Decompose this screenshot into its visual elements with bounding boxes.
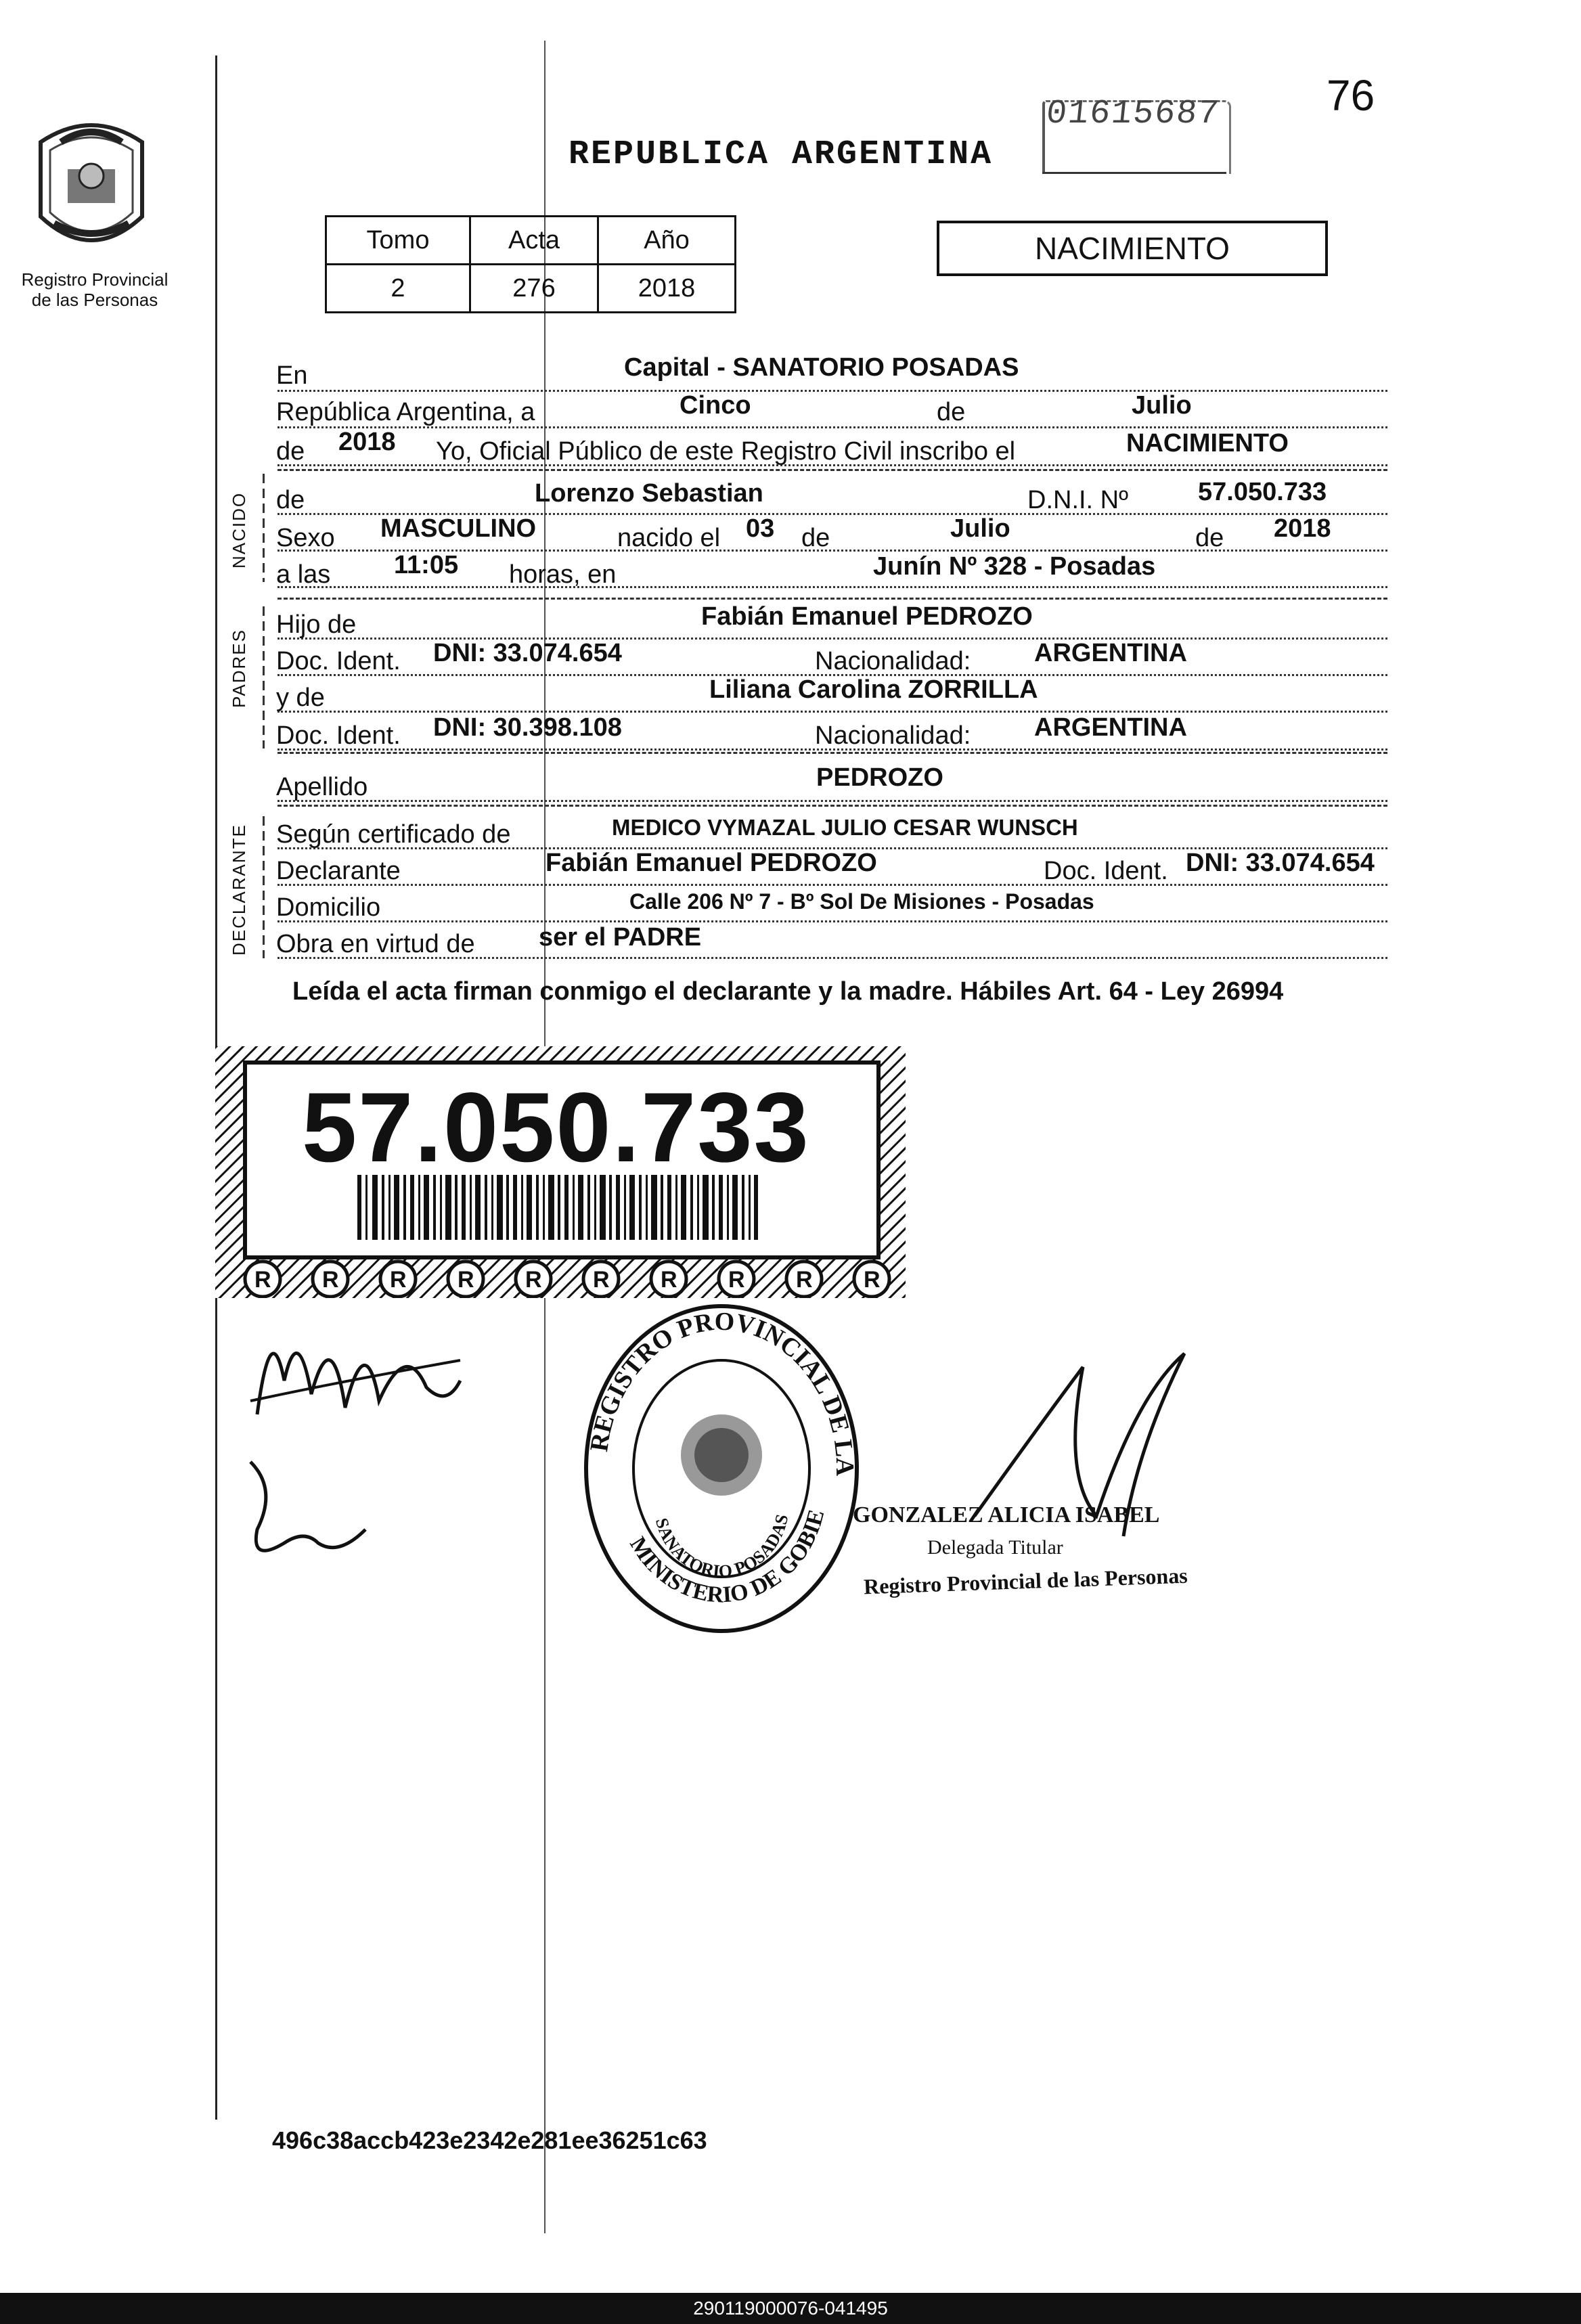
value-day-word: Cinco bbox=[680, 391, 751, 420]
record-type-box: NACIMIENTO bbox=[937, 221, 1328, 276]
value-domicilio: Calle 206 Nº 7 - Bº Sol De Misiones - Posadas bbox=[629, 889, 1094, 914]
svg-text:R: R bbox=[390, 1267, 407, 1293]
book-value-acta: 276 bbox=[470, 265, 598, 313]
sticker-number: 57.050.733 bbox=[302, 1072, 810, 1182]
value-month-word: Julio bbox=[1132, 391, 1192, 420]
label-doc-declarante: Doc. Ident. bbox=[1044, 857, 1168, 885]
declarant-signature bbox=[244, 1299, 474, 1435]
value-birth-day: 03 bbox=[746, 514, 775, 543]
value-en: Capital - SANATORIO POSADAS bbox=[624, 353, 1019, 382]
officer-name: GONZALEZ ALICIA ISABEL bbox=[853, 1502, 1160, 1527]
svg-text:R: R bbox=[593, 1267, 610, 1293]
registry-caption-line1: Registro Provincial bbox=[21, 269, 169, 290]
label-a-las: a las bbox=[276, 560, 331, 589]
section-nacido: NACIDO bbox=[229, 491, 249, 568]
svg-text:R: R bbox=[864, 1267, 881, 1293]
label-doc-mother: Doc. Ident. bbox=[276, 721, 401, 750]
label-nacido-el: nacido el bbox=[617, 524, 721, 552]
label-de-month: de bbox=[937, 398, 966, 426]
svg-text:R: R bbox=[661, 1267, 677, 1293]
value-declarante-doc: DNI: 33.074.654 bbox=[1186, 849, 1375, 877]
value-birth-year: 2018 bbox=[1274, 514, 1331, 543]
document-hash: 496c38accb423e2342e281ee36251c63 bbox=[272, 2126, 707, 2154]
value-child-name: Lorenzo Sebastian bbox=[535, 479, 763, 508]
padres-bracket bbox=[263, 606, 265, 748]
label-doc-father: Doc. Ident. bbox=[276, 647, 401, 675]
value-declarante: Fabián Emanuel PEDROZO bbox=[545, 849, 877, 877]
svg-text:R: R bbox=[796, 1267, 813, 1293]
document-code-bar: 290119000076-041495 bbox=[0, 2293, 1581, 2324]
label-dni: D.N.I. Nº bbox=[1027, 486, 1128, 514]
closing-statement: Leída el acta firman conmigo el declarante y la madre. Hábiles Art. 64 - Ley 26994 bbox=[292, 977, 1284, 1006]
sanatorio-stamp bbox=[573, 1299, 870, 1651]
value-mother-name: Liliana Carolina ZORRILLA bbox=[709, 675, 1038, 704]
registry-caption bbox=[7, 269, 183, 310]
mother-signature bbox=[237, 1448, 399, 1570]
section-padres: PADRES bbox=[229, 629, 249, 708]
svg-text:R: R bbox=[322, 1267, 339, 1293]
svg-text:R: R bbox=[458, 1267, 474, 1293]
label-horas-en: horas, en bbox=[509, 560, 617, 589]
stamp-inner-text: SANATORIO POSADAS bbox=[651, 1512, 793, 1582]
provincial-seal bbox=[27, 115, 156, 264]
label-de-year: de bbox=[276, 437, 305, 466]
value-mother-doc: DNI: 30.398.108 bbox=[433, 713, 622, 742]
label-y-de: y de bbox=[276, 684, 325, 712]
page-number: 76 bbox=[1327, 71, 1375, 120]
value-certificado: MEDICO VYMAZAL JULIO CESAR WUNSCH bbox=[612, 815, 1078, 840]
label-republica: República Argentina, a bbox=[276, 398, 535, 426]
value-birth-place: Junín Nº 328 - Posadas bbox=[873, 552, 1156, 581]
value-inscribe: NACIMIENTO bbox=[1126, 429, 1289, 457]
svg-text:R: R bbox=[525, 1267, 542, 1293]
label-yo-text: Yo, Oficial Público de este Registro Civil inscribo el bbox=[436, 437, 1016, 466]
label-de-birth-year: de bbox=[1195, 524, 1224, 552]
book-header-acta: Acta bbox=[470, 217, 598, 265]
book-value-tomo: 2 bbox=[326, 265, 470, 313]
label-obra: Obra en virtud de bbox=[276, 930, 475, 958]
book-header-tomo: Tomo bbox=[326, 217, 470, 265]
book-table-header-row bbox=[326, 217, 736, 265]
book-table-value-row bbox=[326, 265, 736, 313]
officer-role: Delegada Titular bbox=[927, 1536, 1063, 1559]
registry-caption-line2: de las Personas bbox=[31, 290, 158, 310]
book-value-anio: 2018 bbox=[598, 265, 736, 313]
stamp-outer-text: REGISTRO PROVINCIAL DE LA bbox=[585, 1307, 860, 1477]
section-divider-2 bbox=[277, 596, 1387, 600]
label-nac-father: Nacionalidad: bbox=[815, 647, 971, 675]
value-obra: ser el PADRE bbox=[539, 923, 702, 952]
section-divider-3 bbox=[277, 750, 1387, 754]
section-declarante: DECLARANTE bbox=[229, 824, 249, 956]
serial-number: 01615687 bbox=[1044, 95, 1222, 133]
label-de-name: de bbox=[276, 486, 305, 514]
label-en: En bbox=[276, 361, 308, 390]
stamp-bottom-text: MINISTERIO DE GOBIE bbox=[625, 1506, 830, 1608]
value-birth-month: Julio bbox=[950, 514, 1010, 543]
value-father-doc: DNI: 33.074.654 bbox=[433, 639, 622, 667]
label-nac-mother: Nacionalidad: bbox=[815, 721, 971, 750]
value-year: 2018 bbox=[338, 428, 396, 456]
label-domicilio: Domicilio bbox=[276, 893, 381, 922]
svg-text:R: R bbox=[254, 1267, 271, 1293]
nacido-bracket bbox=[263, 474, 265, 582]
value-father-name: Fabián Emanuel PEDROZO bbox=[701, 602, 1033, 631]
label-de-birth-month: de bbox=[801, 524, 830, 552]
svg-text:R: R bbox=[728, 1267, 745, 1293]
value-mother-nat: ARGENTINA bbox=[1034, 713, 1187, 742]
label-certificado: Según certificado de bbox=[276, 820, 511, 849]
officer-org: Registro Provincial de las Personas bbox=[863, 1563, 1188, 1599]
section-divider-4 bbox=[277, 803, 1387, 807]
declarante-bracket bbox=[263, 816, 265, 958]
serial-underline bbox=[1042, 172, 1226, 174]
section-divider-1 bbox=[277, 467, 1387, 471]
label-declarante: Declarante bbox=[276, 857, 401, 885]
label-apellido: Apellido bbox=[276, 773, 368, 801]
value-apellido: PEDROZO bbox=[816, 763, 943, 792]
value-birth-time: 11:05 bbox=[394, 551, 459, 579]
document-title: REPUBLICA ARGENTINA bbox=[569, 135, 994, 174]
book-table bbox=[325, 215, 736, 313]
value-child-dni: 57.050.733 bbox=[1198, 478, 1327, 506]
book-header-anio: Año bbox=[598, 217, 736, 265]
label-hijo-de: Hijo de bbox=[276, 610, 357, 639]
label-sexo: Sexo bbox=[276, 524, 335, 552]
value-sexo: MASCULINO bbox=[380, 514, 537, 543]
value-father-nat: ARGENTINA bbox=[1034, 639, 1187, 667]
